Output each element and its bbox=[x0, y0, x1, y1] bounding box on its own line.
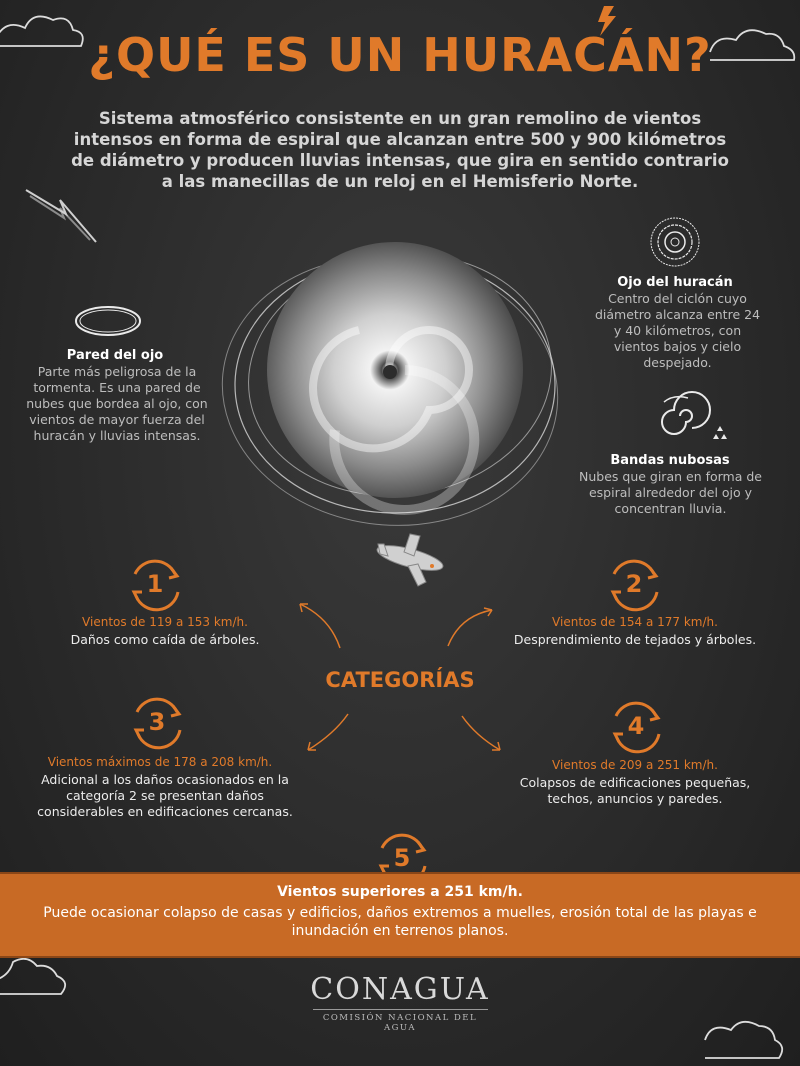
conagua-logo bbox=[280, 972, 520, 1033]
eye-heading: Ojo del huracán bbox=[617, 275, 733, 290]
intro-text: Sistema atmosférico consistente en un gran remolino de vientos intensos en forma de espiral que alcanzan entre 500 y 900 kilómetros de diámetro y producen lluvias intensas, que gira en sentido contrario a las manecillas de un reloj en el Hemisferio Norte. bbox=[71, 109, 729, 191]
category-1-winds: Vientos de 119 a 153 km/h. bbox=[82, 615, 248, 629]
bands-text: Nubes que giran en forma de espiral alrededor del ojo y concentran lluvia. bbox=[579, 469, 762, 516]
category-3-damage: Adicional a los daños ocasionados en la categoría 2 se presentan daños considerables en edificaciones cercanas. bbox=[37, 772, 293, 819]
eye-wall-text: Parte más peligrosa de la tormenta. Es una pared de nubes que bordea al ojo, con vientos de mayor fuerza del huracán y lluvias intensas. bbox=[26, 364, 208, 443]
category-2-damage: Desprendimiento de tejados y árboles. bbox=[513, 632, 757, 647]
category-3-winds: Vientos máximos de 178 a 208 km/h. bbox=[47, 755, 273, 769]
logo-subtitle: COMISIÓN NACIONAL DEL AGUA bbox=[313, 1009, 488, 1033]
logo-name: CONAGUA bbox=[310, 972, 490, 1007]
category-2-number: 2 bbox=[625, 570, 643, 598]
category-5-winds: Vientos superiores a 251 km/h. bbox=[277, 884, 523, 900]
eye-wall-heading: Pared del ojo bbox=[66, 348, 164, 363]
category-4-damage: Colapsos de edificaciones pequeñas, techos, anuncios y paredes. bbox=[519, 775, 751, 806]
category-2-winds: Vientos de 154 a 177 km/h. bbox=[552, 615, 718, 629]
categories-label: CATEGORÍAS bbox=[325, 668, 475, 692]
category-1-damage: Daños como caída de árboles. bbox=[70, 632, 260, 647]
category-1-number: 1 bbox=[146, 570, 164, 598]
category-4-number: 4 bbox=[627, 712, 645, 740]
category-5-number: 5 bbox=[393, 844, 411, 872]
bands-heading: Bandas nubosas bbox=[610, 453, 730, 468]
category-3-number: 3 bbox=[148, 708, 166, 736]
category-4-winds: Vientos de 209 a 251 km/h. bbox=[552, 758, 718, 772]
page-title: ¿QUÉ ES UN HURACÁN? bbox=[88, 28, 712, 82]
category-5-damage: Puede ocasionar colapso de casas y edificios, daños extremos a muelles, erosión total de las playas e inundación en terrenos planos. bbox=[43, 905, 757, 939]
eye-text: Centro del ciclón cuyo diámetro alcanza entre 24 y 40 kilómetros, con vientos bajos y cielo despejado. bbox=[594, 291, 761, 370]
